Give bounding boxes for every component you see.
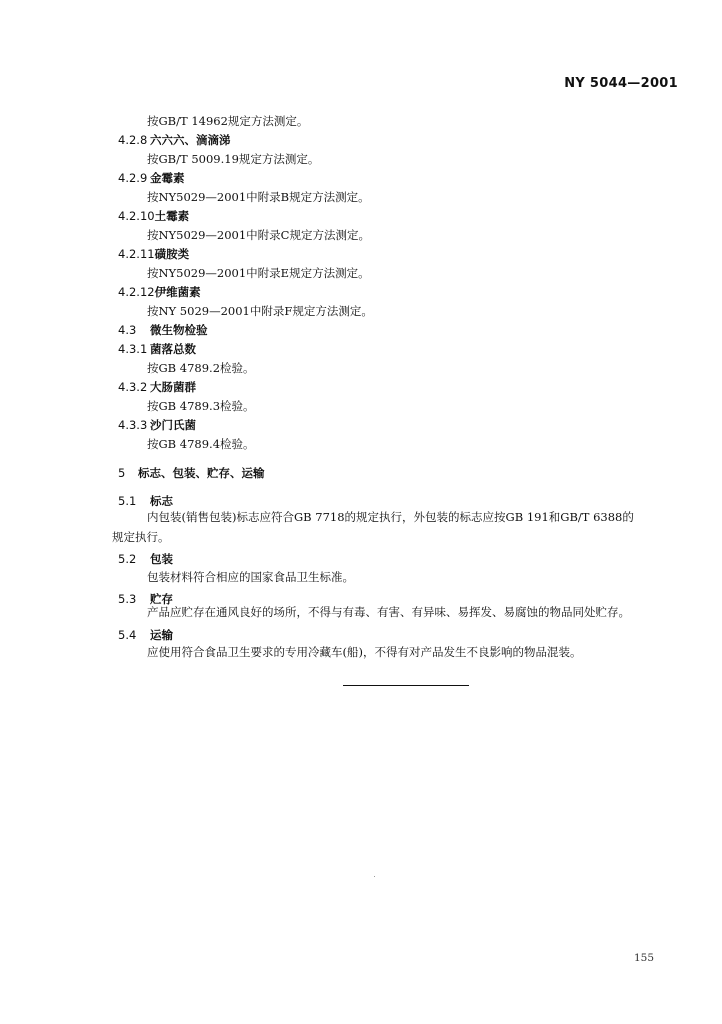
section-title: 包装 bbox=[150, 552, 173, 566]
section-number: 4.2.8 bbox=[118, 133, 148, 147]
section-number: 5.3 bbox=[118, 592, 137, 606]
paragraph-text: 按GB 4789.2检验。 bbox=[147, 361, 255, 375]
section-heading bbox=[118, 285, 201, 300]
section-title: 标志、包装、贮存、运输 bbox=[138, 466, 265, 480]
paragraph-text: 包装材料符合相应的国家食品卫生标准。 bbox=[147, 570, 354, 584]
section-number: 4.3.2 bbox=[118, 380, 148, 394]
section-heading bbox=[118, 628, 173, 643]
section-number: 4.3.1 bbox=[118, 342, 148, 356]
section-heading bbox=[118, 171, 185, 186]
section-title: 沙门氏菌 bbox=[150, 418, 196, 432]
section-title: 土霉素 bbox=[154, 209, 190, 223]
section-number: 4.2.11 bbox=[118, 247, 155, 261]
section-number: 4.3.3 bbox=[118, 418, 148, 432]
paragraph-text: 内包装(销售包装)标志应符合GB 7718的规定执行，外包装的标志应按GB 191和GB/T 6388的 bbox=[147, 510, 634, 524]
paragraph-text: 按GB 4789.4检验。 bbox=[147, 437, 255, 451]
section-number: 5 bbox=[118, 466, 126, 480]
section-number: 5.4 bbox=[118, 628, 137, 642]
section-heading bbox=[118, 552, 173, 567]
section-heading bbox=[118, 466, 265, 481]
section-title: 标志 bbox=[150, 494, 173, 508]
paragraph-text: 按NY5029—2001中附录B规定方法测定。 bbox=[147, 190, 370, 204]
section-title: 大肠菌群 bbox=[150, 380, 196, 394]
paragraph-text: 按GB/T 14962规定方法测定。 bbox=[147, 114, 309, 128]
section-heading bbox=[118, 323, 208, 338]
section-number: 5.2 bbox=[118, 552, 137, 566]
section-heading bbox=[118, 209, 189, 224]
section-title: 微生物检验 bbox=[150, 323, 208, 337]
paragraph-text: 按NY5029—2001中附录E规定方法测定。 bbox=[147, 266, 370, 280]
section-title: 贮存 bbox=[150, 592, 173, 606]
section-title: 运输 bbox=[150, 628, 173, 642]
section-title: 伊维菌素 bbox=[154, 285, 201, 299]
section-heading bbox=[118, 494, 173, 509]
section-number: 4.2.12 bbox=[118, 285, 155, 299]
section-number: 5.1 bbox=[118, 494, 137, 508]
section-title: 六六六、滴滴涕 bbox=[150, 133, 231, 147]
scan-speck bbox=[374, 876, 375, 877]
paragraph-text: 按GB 4789.3检验。 bbox=[147, 399, 255, 413]
end-rule bbox=[343, 685, 469, 686]
paragraph-text: 应使用符合食品卫生要求的专用冷藏车(船)，不得有对产品发生不良影响的物品混装。 bbox=[147, 645, 582, 659]
section-heading bbox=[118, 342, 196, 357]
section-number: 4.2.9 bbox=[118, 171, 148, 185]
paragraph-text: 按NY5029—2001中附录C规定方法测定。 bbox=[147, 228, 370, 242]
paragraph-text: 按NY 5029—2001中附录F规定方法测定。 bbox=[147, 304, 373, 318]
section-heading bbox=[118, 418, 196, 433]
paragraph-continuation: 规定执行。 bbox=[112, 530, 170, 544]
section-title: 菌落总数 bbox=[150, 342, 196, 356]
paragraph-text: 按GB/T 5009.19规定方法测定。 bbox=[147, 152, 320, 166]
page-number: 155 bbox=[634, 952, 655, 964]
section-number: 4.2.10 bbox=[118, 209, 155, 223]
section-heading bbox=[118, 133, 231, 148]
section-number: 4.3 bbox=[118, 323, 137, 337]
standard-code: NY 5044—2001 bbox=[564, 76, 678, 91]
section-heading bbox=[118, 247, 189, 262]
section-title: 磺胺类 bbox=[154, 247, 190, 261]
paragraph-text: 产品应贮存在通风良好的场所，不得与有毒、有害、有异味、易挥发、易腐蚀的物品同处贮存。 bbox=[147, 605, 630, 619]
section-heading bbox=[118, 380, 196, 395]
section-title: 金霉素 bbox=[150, 171, 185, 185]
